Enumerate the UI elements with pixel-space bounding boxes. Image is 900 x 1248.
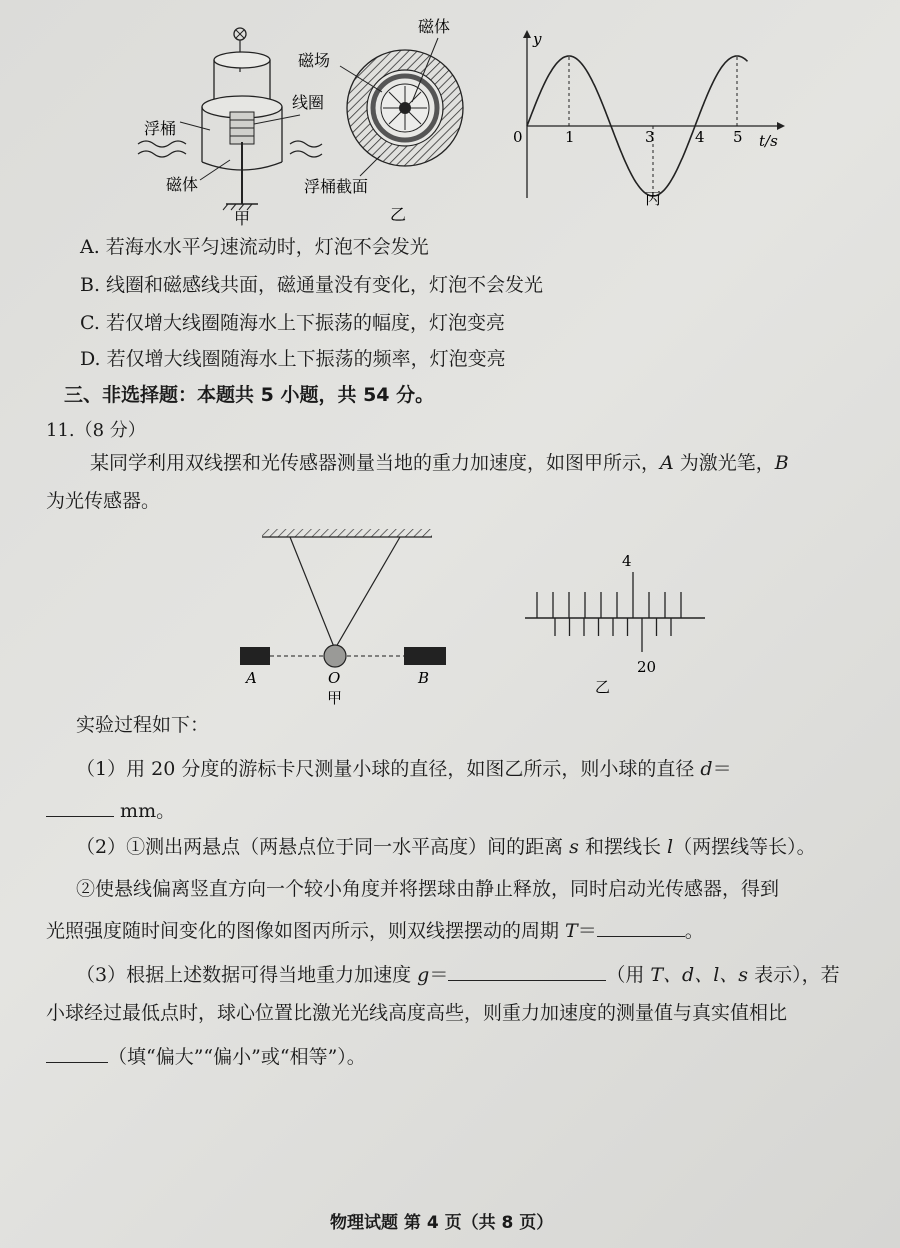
p5-text-c: （用: [606, 964, 651, 986]
yi-label-section: 浮桶截面: [304, 177, 369, 196]
p4-text: 光照强度随时间变化的图像如图丙所示，则双线摆摆动的周期: [46, 920, 566, 942]
p2-text: （2）①测出两悬点（两悬点位于同一水平高度）间的距离: [76, 836, 570, 858]
process-heading: 实验过程如下：: [76, 714, 210, 736]
p6-line: 小球经过最低点时，球心位置比激光光线高度高些，则重力加速度的测量值与真实值相比: [46, 1002, 788, 1024]
bing-tick-3: 3: [645, 128, 655, 146]
option-d: D. 若仅增大线圈随海水上下振荡的频率，灯泡变亮: [80, 348, 506, 370]
jia-label-citi: 磁体: [166, 175, 199, 194]
answer-blank-compare[interactable]: [46, 1044, 108, 1063]
jia2-label-a: A: [246, 669, 257, 687]
answer-blank-g[interactable]: [448, 962, 606, 981]
p7-line: [46, 1044, 366, 1067]
figure-bing-light-intensity-graph: [505, 28, 790, 208]
caliper-caption: 乙: [595, 678, 611, 696]
q11-intro-line2: 为光传感器。: [46, 490, 161, 512]
bing-tick-1: 1: [565, 128, 575, 146]
p2-l: l: [667, 836, 674, 858]
bing-caption: 丙: [645, 189, 662, 208]
jia2-label-o: O: [328, 669, 341, 687]
yi-label-citi: 磁体: [418, 17, 451, 36]
p5-text: （3）根据上述数据可得当地重力加速度: [76, 964, 418, 986]
p1-d: d: [700, 758, 713, 780]
sine-curve: [527, 42, 571, 126]
p5-g: g: [417, 964, 430, 986]
bing-tick-4: 4: [695, 128, 705, 146]
jia-caption: 甲: [234, 209, 251, 228]
p2-s: s: [569, 836, 579, 858]
option-b: B. 线圈和磁感线共面，磁通量没有变化，灯泡不会发光: [80, 274, 544, 296]
p5-text-d: 表示），若: [748, 964, 840, 986]
pendulum-ball: [324, 645, 346, 667]
option-c: C. 若仅增大线圈随海水上下振荡的幅度，灯泡变亮: [80, 312, 505, 334]
p5-line: [76, 962, 840, 985]
p2-text-b: 和摆线长: [578, 836, 667, 858]
q11-intro-line1: [90, 454, 890, 473]
bing-y-axis-label: y: [533, 30, 542, 48]
intro-text: 某同学利用双线摆和光传感器测量当地的重力加速度，如图甲所示，: [90, 452, 661, 474]
p1-unit: mm。: [120, 800, 176, 822]
p5-eq: ＝: [429, 964, 449, 986]
p1-answer-line: [46, 798, 175, 821]
option-a: A. 若海水水平匀速流动时，灯泡不会发光: [80, 236, 429, 258]
p4-t: T: [565, 920, 578, 942]
figure-yi-cross-section: [290, 8, 490, 228]
p4-line: [46, 918, 704, 941]
p4-end: 。: [684, 920, 704, 942]
bing-tick-5: 5: [733, 128, 743, 146]
jia-label-xianquan: 线圈: [292, 93, 325, 112]
p5-vars: T、d、l、s: [650, 964, 749, 986]
figure-jia-bifilar-pendulum: [230, 525, 450, 710]
p7-text: （填“偏大”“偏小”或“相等”）。: [108, 1046, 366, 1068]
p2-line: [76, 838, 816, 857]
answer-blank-d[interactable]: [46, 798, 114, 817]
p1-text: （1）用 20 分度的游标卡尺测量小球的直径，如图乙所示，则小球的直径: [76, 758, 701, 780]
yi-caption: 乙: [390, 205, 407, 224]
intro-text-2: 为激光笔，: [673, 452, 775, 474]
jia-label-fubtong: 浮桶: [144, 119, 177, 138]
page-footer: 物理试题 第 4 页（共 8 页）: [330, 1213, 554, 1233]
q11-number: 11.（8 分）: [46, 420, 146, 441]
intro-b: B: [774, 452, 789, 474]
jia2-label-b: B: [418, 669, 430, 687]
bing-x-axis-label: t/s: [759, 132, 778, 150]
yi-label-cichang: 磁场: [298, 51, 331, 70]
p2-text-c: （两摆线等长）。: [673, 836, 816, 858]
p1-line: [76, 760, 732, 779]
p4-eq: ＝: [577, 920, 597, 942]
intro-a: A: [660, 452, 674, 474]
p1-eq: ＝: [712, 758, 732, 780]
light-sensor-b: [404, 647, 446, 665]
caliper-top-label: 4: [622, 552, 632, 570]
laser-pointer-a: [240, 647, 270, 665]
bing-origin: 0: [513, 128, 523, 146]
jia2-caption: 甲: [327, 689, 343, 707]
section-title: 三、非选择题：本题共 5 小题，共 54 分。: [64, 384, 435, 406]
p3-line: ②使悬线偏离竖直方向一个较小角度并将摆球由静止释放，同时启动光传感器，得到: [76, 878, 780, 900]
caliper-bottom-label: 20: [637, 658, 657, 676]
answer-blank-period[interactable]: [597, 918, 685, 937]
figure-yi-vernier-caliper: [515, 548, 715, 698]
